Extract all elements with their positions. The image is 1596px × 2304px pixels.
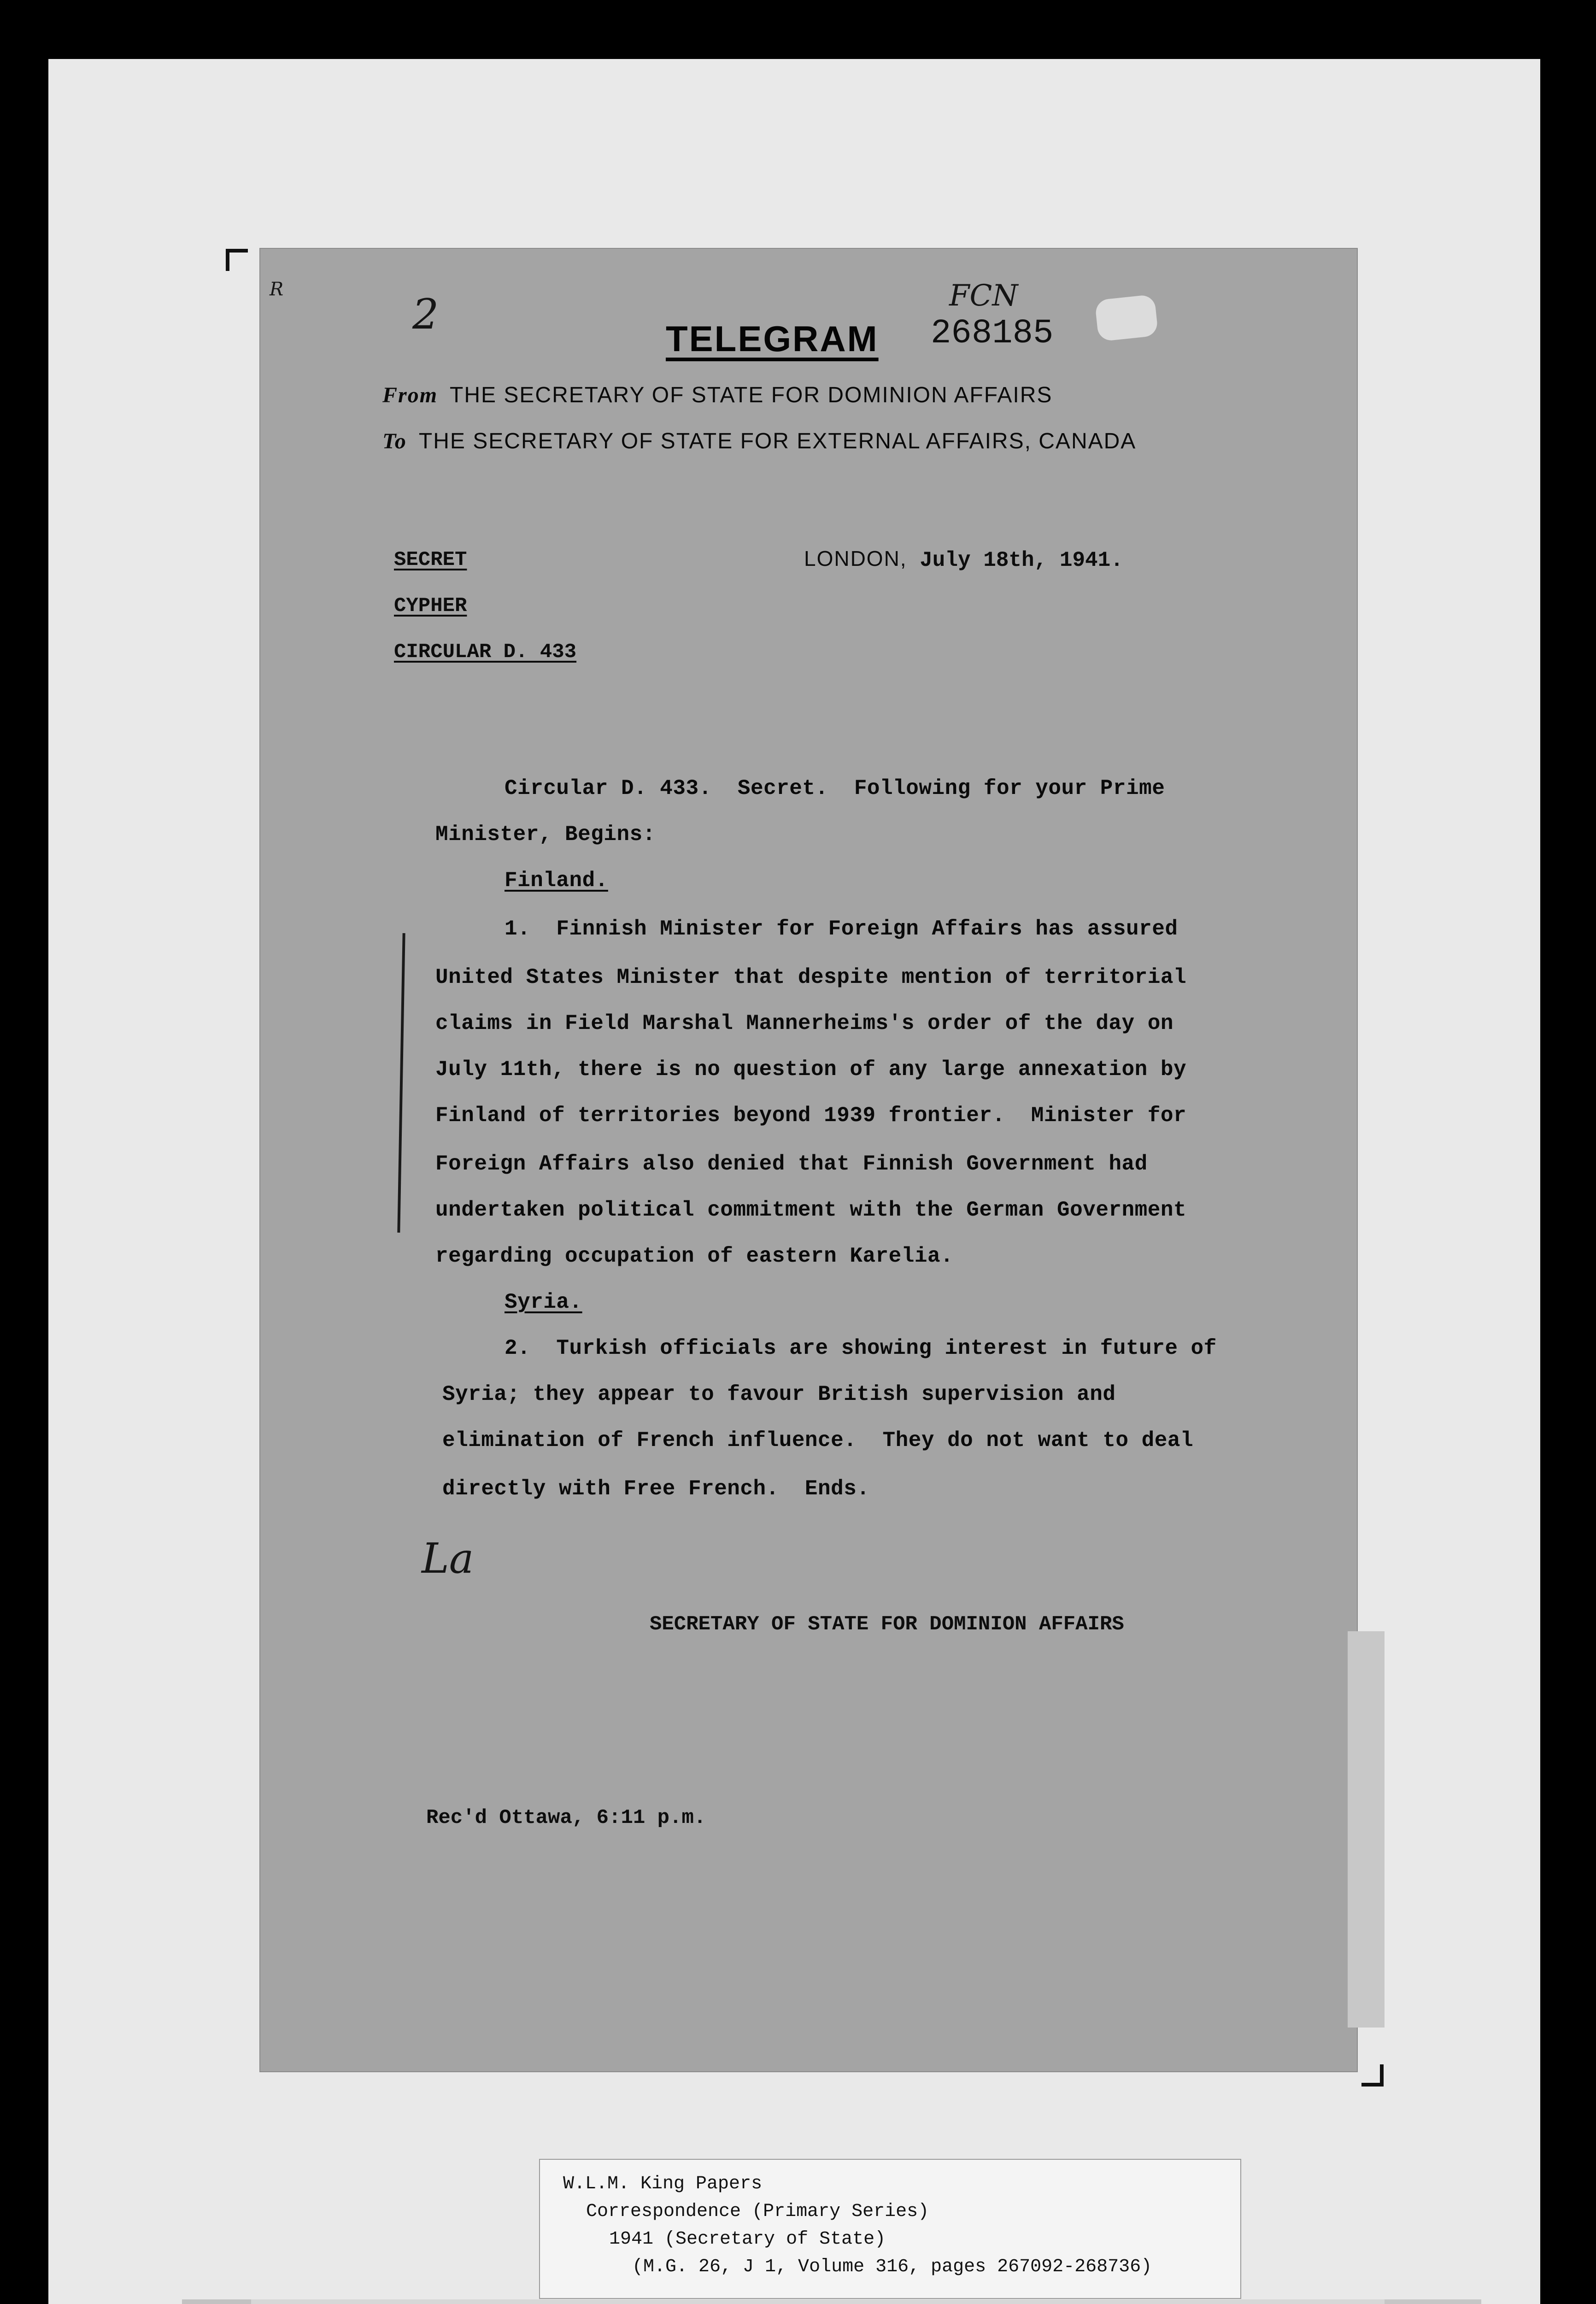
handwritten-mark: La — [422, 1534, 474, 1583]
sticker-patch — [1095, 294, 1159, 341]
subhead-finland: Finland. — [505, 869, 608, 893]
stamp-edge-left — [182, 2299, 251, 2304]
stamp-edge-right — [1385, 2299, 1481, 2304]
classification-secret: SECRET — [394, 548, 467, 571]
corner-mark-bottom-right — [1361, 2064, 1384, 2087]
body-line: claims in Field Marshal Mannerheims's order of the day on — [435, 1011, 1174, 1035]
body-line: regarding occupation of eastern Karelia. — [435, 1244, 954, 1268]
body-line: Syria; they appear to favour British supervision and — [442, 1382, 1116, 1406]
body-line: Circular D. 433. Secret. Following for your Prime — [505, 776, 1165, 800]
body-line: Finland of territories beyond 1939 frontier. Minister for — [435, 1104, 1187, 1128]
subhead-syria: Syria. — [505, 1290, 582, 1314]
to-line — [382, 429, 1136, 454]
dateline-date: July 18th, 1941. — [920, 548, 1123, 572]
dateline-city: LONDON, — [804, 547, 907, 570]
body-line: undertaken political commitment with the German Government — [435, 1198, 1187, 1222]
reference-line: (M.G. 26, J 1, Volume 316, pages 267092-268736) — [632, 2257, 1152, 2277]
classification-cypher: CYPHER — [394, 594, 467, 617]
to-text: THE SECRETARY OF STATE FOR EXTERNAL AFFAIRS, CANADA — [418, 429, 1137, 453]
body-line: 2. Turkish officials are showing interest in future of — [505, 1336, 1217, 1360]
from-line — [382, 382, 1052, 408]
body-line: United States Minister that despite mention of territorial — [435, 965, 1187, 989]
to-label: To — [382, 429, 407, 453]
telegram-title: TELEGRAM — [666, 318, 879, 359]
archives-stamp — [182, 2299, 1481, 2304]
body-line: July 11th, there is no question of any large annexation by — [435, 1058, 1187, 1081]
body-line: directly with Free French. Ends. — [442, 1477, 870, 1501]
corner-mark-top-left — [226, 249, 248, 271]
handwritten-initials: FCN — [949, 279, 1018, 313]
signature-line: SECRETARY OF STATE FOR DOMINION AFFAIRS — [650, 1613, 1124, 1636]
body-line: 1. Finnish Minister for Foreign Affairs has assured — [505, 917, 1178, 941]
body-line: Foreign Affairs also denied that Finnish Government had — [435, 1152, 1148, 1176]
reference-line: W.L.M. King Papers — [563, 2174, 763, 2194]
from-label: From — [382, 383, 438, 407]
body-line: elimination of French influence. They do not want to deal — [442, 1428, 1194, 1452]
document-number: 268185 — [931, 314, 1054, 353]
from-text: THE SECRETARY OF STATE FOR DOMINION AFFAIRS — [450, 383, 1053, 407]
body-line: Minister, Begins: — [435, 823, 656, 846]
reference-line: 1941 (Secretary of State) — [609, 2229, 886, 2250]
reference-label — [539, 2159, 1241, 2299]
received-note: Rec'd Ottawa, 6:11 p.m. — [426, 1806, 706, 1829]
classification-circular: CIRCULAR D. 433 — [394, 641, 577, 664]
reference-line: Correspondence (Primary Series) — [586, 2201, 929, 2222]
paper-fold — [1348, 1631, 1385, 2028]
handwritten-page-number: 2 — [412, 290, 439, 339]
handwritten-top-left-mark: R — [270, 279, 284, 300]
dateline — [804, 546, 1123, 572]
